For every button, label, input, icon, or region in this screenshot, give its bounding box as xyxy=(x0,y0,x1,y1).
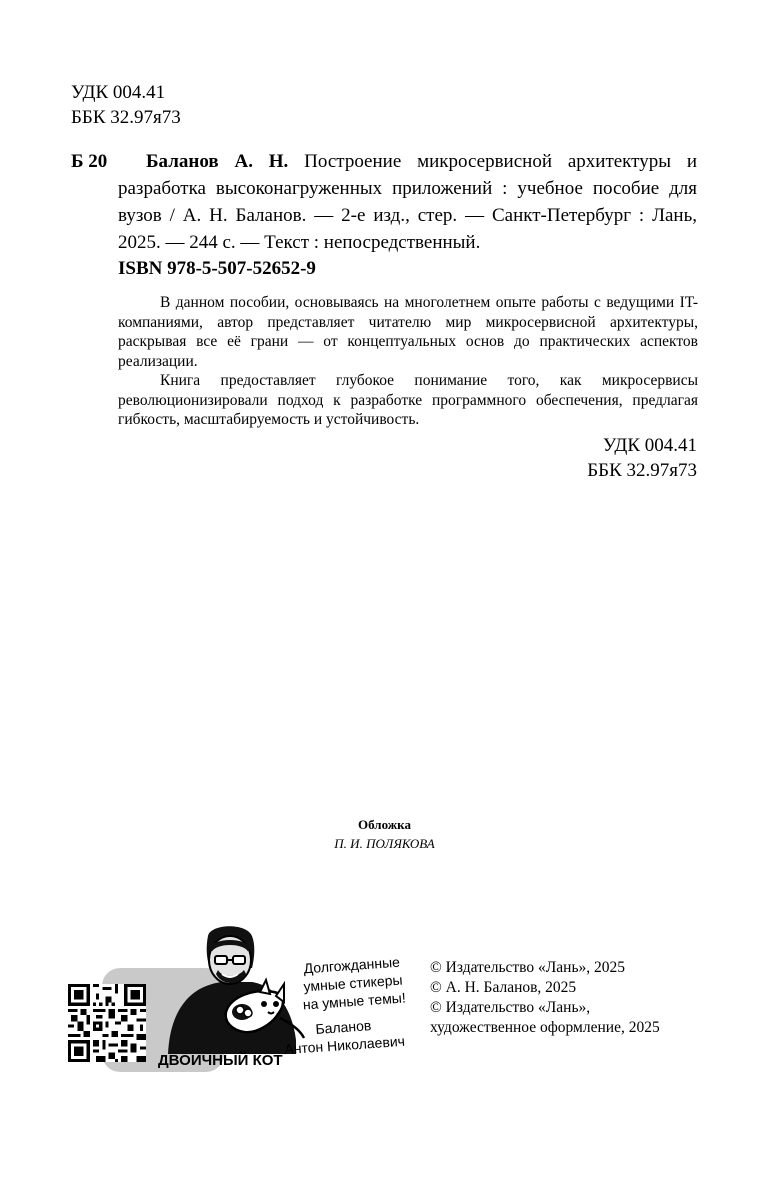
copyright-publisher: © Издательство «Лань», 2025 xyxy=(430,959,626,976)
copyright-author: © А. Н. Баланов, 2025 xyxy=(430,979,577,996)
title-description: Построение микросервисной архитектуры и разработка высоконагруженных приложений : учебное пособие для вузов / А. Н. Баланов. — 2-е изд., стер. — Санкт-Петербург : Лань, 2025. — 244 с. — Текст : непосредственный. xyxy=(118,151,697,253)
qr-code-icon[interactable] xyxy=(68,984,146,1062)
cover-credit xyxy=(0,815,769,853)
sticker-tagline xyxy=(292,952,413,1014)
annotation xyxy=(118,293,698,430)
tagline-line-1: Долгожданные xyxy=(303,953,401,977)
bbk-code: ББК 32.97я73 xyxy=(71,107,181,128)
cover-label: Обложка xyxy=(358,817,411,832)
sticker-author-signature xyxy=(277,1013,411,1058)
bbk-code-bottom: ББК 32.97я73 xyxy=(587,460,697,481)
sticker-promo xyxy=(68,920,418,1080)
copyright-design-line-2: художественное оформление, 2025 xyxy=(430,1019,660,1036)
signature-surname: Баланов xyxy=(314,1017,372,1037)
bibliographic-description xyxy=(118,148,697,256)
signature-given-names: Антон Николаевич xyxy=(283,1032,406,1058)
brand-name: ДВОИЧНЫЙ КОТ xyxy=(158,1052,283,1069)
annotation-paragraph-2: Книга предоставляет глубокое понимание того, как микросервисы революционизировали подход к разработке программного обеспечения, предлагая гибкость, масштабируемость и устойчивость. xyxy=(118,372,698,428)
copyright-design-line-1: © Издательство «Лань», xyxy=(430,999,591,1016)
udk-block-bottom xyxy=(587,433,697,483)
annotation-paragraph-1: В данном пособии, основываясь на многолетнем опыте работы с ведущими IT-компаниями, автор представляет читателю мир микросервисной архитектуры, раскрывая все её грани — от концептуальных основ до практических аспектов реализации. xyxy=(118,294,698,370)
tagline-line-3: на умные темы! xyxy=(302,989,407,1013)
cover-designer: П. И. ПОЛЯКОВА xyxy=(334,836,435,851)
udk-code-bottom: УДК 004.41 xyxy=(602,435,697,456)
copyright-block xyxy=(430,958,660,1038)
bibliographic-record xyxy=(71,148,697,256)
author-name: Баланов А. Н. xyxy=(146,151,289,172)
udk-block-top xyxy=(71,80,181,130)
udk-code: УДК 004.41 xyxy=(71,82,166,103)
tagline-line-2: умные стикеры xyxy=(303,971,403,995)
author-mark: Б 20 xyxy=(71,151,108,172)
isbn: ISBN 978-5-507-52652-9 xyxy=(118,258,316,279)
